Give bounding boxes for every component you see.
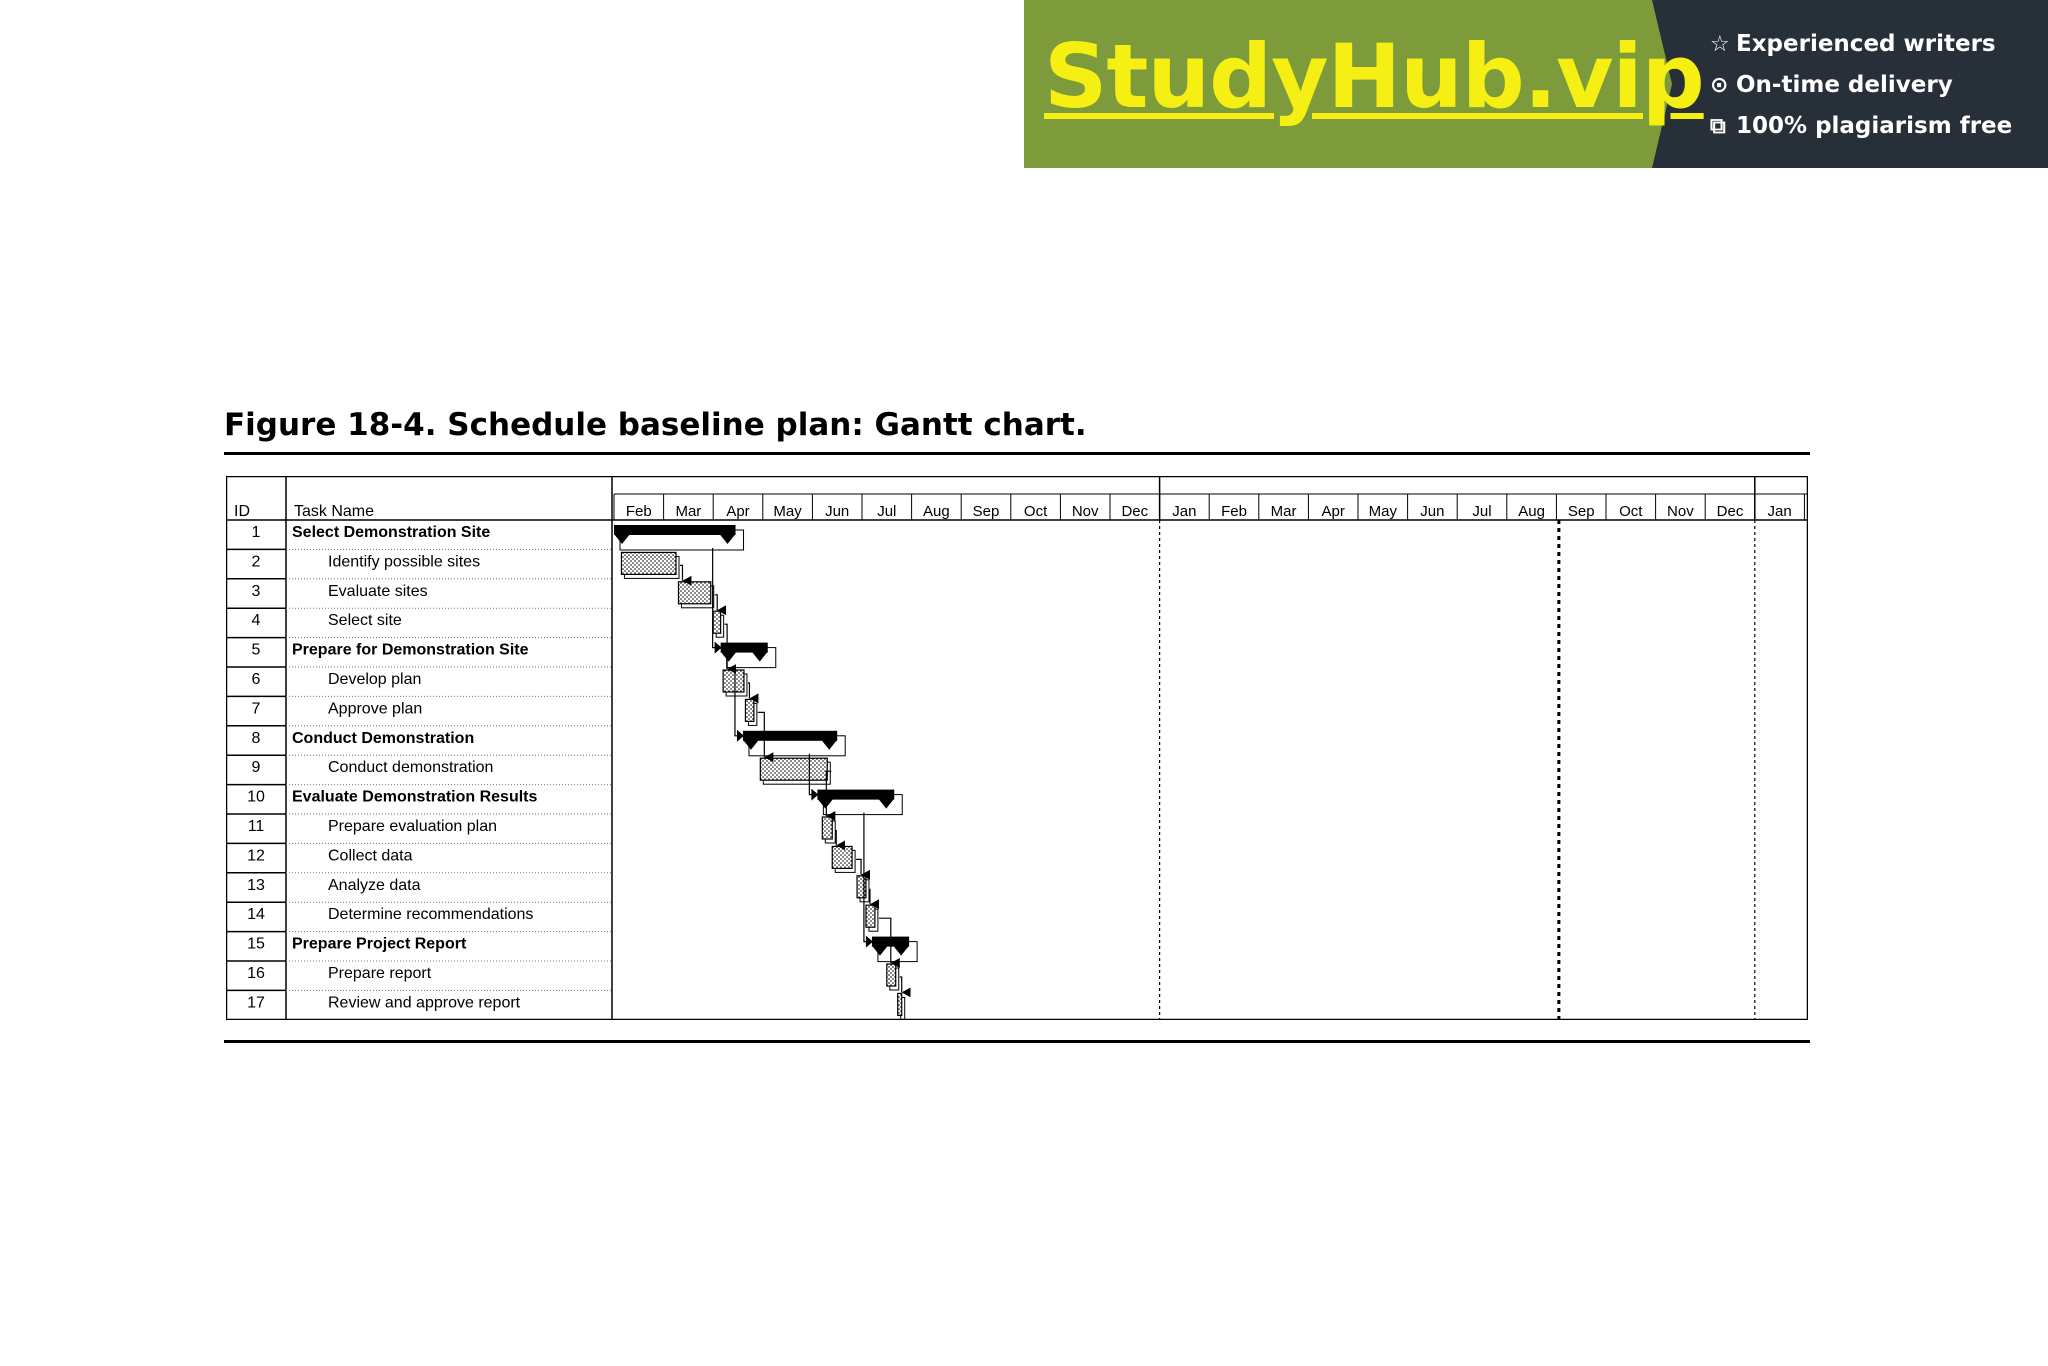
- month-label: Sep: [1567, 503, 1595, 520]
- task-id: 8: [251, 729, 261, 747]
- task-name: Conduct demonstration: [328, 759, 494, 777]
- month-label: Jun: [825, 503, 850, 520]
- id-column-header: ID: [234, 503, 250, 520]
- month-label: Oct: [1023, 503, 1048, 520]
- month-label: Oct: [1619, 503, 1643, 520]
- task-name: Prepare evaluation plan: [328, 818, 498, 835]
- promo-banner[interactable]: [1024, 0, 2048, 168]
- task-id: 4: [251, 612, 261, 630]
- month-label: Sep: [972, 503, 1000, 520]
- summary-link-arrow: [866, 936, 873, 948]
- task-bar: [857, 876, 866, 898]
- task-name: Approve plan: [328, 700, 423, 718]
- summary-bar-end-cap: [720, 534, 736, 544]
- month-label: Mar: [1270, 503, 1297, 520]
- task-name: Identify possible sites: [328, 553, 481, 571]
- task-bar: [745, 699, 753, 721]
- summary-link-arrow: [811, 789, 818, 801]
- task-id: 10: [247, 788, 265, 806]
- summary-task-name: Evaluate Demonstration Results: [292, 788, 538, 806]
- task-name: Determine recommendations: [328, 906, 534, 924]
- task-name: Prepare report: [328, 965, 432, 982]
- task-bar: [621, 552, 676, 574]
- figure-top-rule: [224, 452, 1810, 455]
- summary-bar-end-cap: [752, 652, 768, 662]
- month-label: Nov: [1667, 503, 1694, 520]
- clock-icon: ⊙: [1710, 73, 1729, 98]
- summary-task-name: Prepare Project Report: [292, 935, 467, 953]
- month-label: Mar: [675, 503, 702, 520]
- month-label: Jun: [1420, 503, 1445, 520]
- task-name: Analyze data: [328, 876, 421, 894]
- feature-item: [1710, 106, 2012, 147]
- month-label: Jul: [877, 503, 897, 520]
- task-name: Select site: [328, 612, 402, 630]
- feature-text: 100% plagiarism free: [1736, 113, 2013, 139]
- task-id: 6: [251, 671, 261, 688]
- task-bar: [713, 611, 720, 633]
- summary-bar: [614, 525, 736, 535]
- task-bar: [866, 905, 875, 927]
- summary-bar-start-cap: [743, 740, 759, 750]
- task-id: 14: [247, 906, 265, 924]
- month-label: Jul: [1472, 503, 1492, 520]
- month-label: Dec: [1121, 503, 1149, 520]
- month-label: Apr: [1321, 503, 1345, 520]
- task-id: 9: [251, 759, 261, 777]
- summary-bar: [817, 790, 894, 800]
- summary-task-name: Prepare for Demonstration Site: [292, 641, 529, 659]
- summary-task-name: Conduct Demonstration: [292, 729, 475, 747]
- dependency-link: [680, 565, 682, 580]
- task-name: Review and approve report: [328, 994, 521, 1012]
- task-id: 17: [247, 994, 265, 1012]
- summary-bar-start-cap: [817, 799, 833, 809]
- task-bar: [723, 670, 744, 692]
- task-bar: [822, 817, 832, 839]
- task-id: 11: [247, 818, 265, 835]
- figure-bottom-rule: [224, 1040, 1810, 1043]
- dependency-link: [900, 977, 902, 992]
- summary-bar-start-cap: [872, 946, 888, 956]
- task-id: 15: [247, 935, 265, 953]
- brand-logo-text[interactable]: StudyHub.vip: [1044, 25, 1704, 128]
- summary-bar-start-cap: [721, 652, 737, 662]
- month-label: Feb: [625, 503, 652, 520]
- month-label: Apr: [726, 503, 750, 520]
- gantt-svg: [226, 476, 1808, 1020]
- month-label: May: [773, 503, 802, 520]
- month-label: May: [1368, 503, 1397, 520]
- task-bar: [832, 846, 852, 868]
- feature-item: [1710, 24, 2012, 65]
- task-name: Collect data: [328, 847, 413, 865]
- month-label: Aug: [1518, 503, 1545, 520]
- summary-link-arrow: [715, 642, 722, 654]
- task-id: 12: [247, 847, 265, 865]
- task-name: Develop plan: [328, 671, 422, 688]
- month-label: Jan: [1767, 503, 1792, 520]
- gantt-chart: [226, 476, 1808, 1020]
- feature-text: Experienced writers: [1736, 31, 1996, 57]
- month-label: Aug: [923, 503, 950, 520]
- dependency-link: [748, 683, 749, 698]
- task-name-column-header: Task Name: [294, 503, 375, 520]
- month-label: Nov: [1071, 503, 1099, 520]
- feature-text: On-time delivery: [1736, 72, 1953, 98]
- task-bar: [678, 582, 710, 604]
- star-icon: ☆: [1710, 32, 1730, 57]
- month-label: Dec: [1716, 503, 1744, 520]
- summary-task-name: Select Demonstration Site: [292, 524, 491, 541]
- task-id: 5: [251, 641, 261, 659]
- task-id: 2: [251, 553, 261, 571]
- task-id: 16: [247, 965, 265, 982]
- summary-bar-end-cap: [893, 946, 909, 956]
- feature-item: [1710, 65, 2012, 106]
- task-bar: [887, 964, 896, 986]
- summary-bar-end-cap: [878, 799, 894, 809]
- summary-bar-end-cap: [821, 740, 837, 750]
- feature-list: [1710, 24, 2012, 147]
- task-id: 1: [251, 524, 261, 541]
- figure-title: Figure 18-4. Schedule baseline plan: Gantt chart.: [224, 407, 1087, 443]
- task-name: Evaluate sites: [328, 582, 428, 600]
- dependency-link: [856, 859, 861, 874]
- dependency-link: [715, 595, 717, 610]
- task-id: 13: [247, 876, 265, 894]
- task-id: 7: [251, 700, 261, 718]
- month-label: Feb: [1221, 503, 1247, 520]
- task-id: 3: [251, 582, 261, 600]
- summary-bar-start-cap: [614, 534, 630, 544]
- summary-link-arrow: [737, 730, 744, 742]
- summary-bar: [743, 731, 837, 741]
- month-label: Jan: [1172, 503, 1197, 520]
- copy-icon: ⧉: [1710, 114, 1726, 139]
- task-bar: [898, 993, 902, 1015]
- task-bar: [760, 758, 827, 780]
